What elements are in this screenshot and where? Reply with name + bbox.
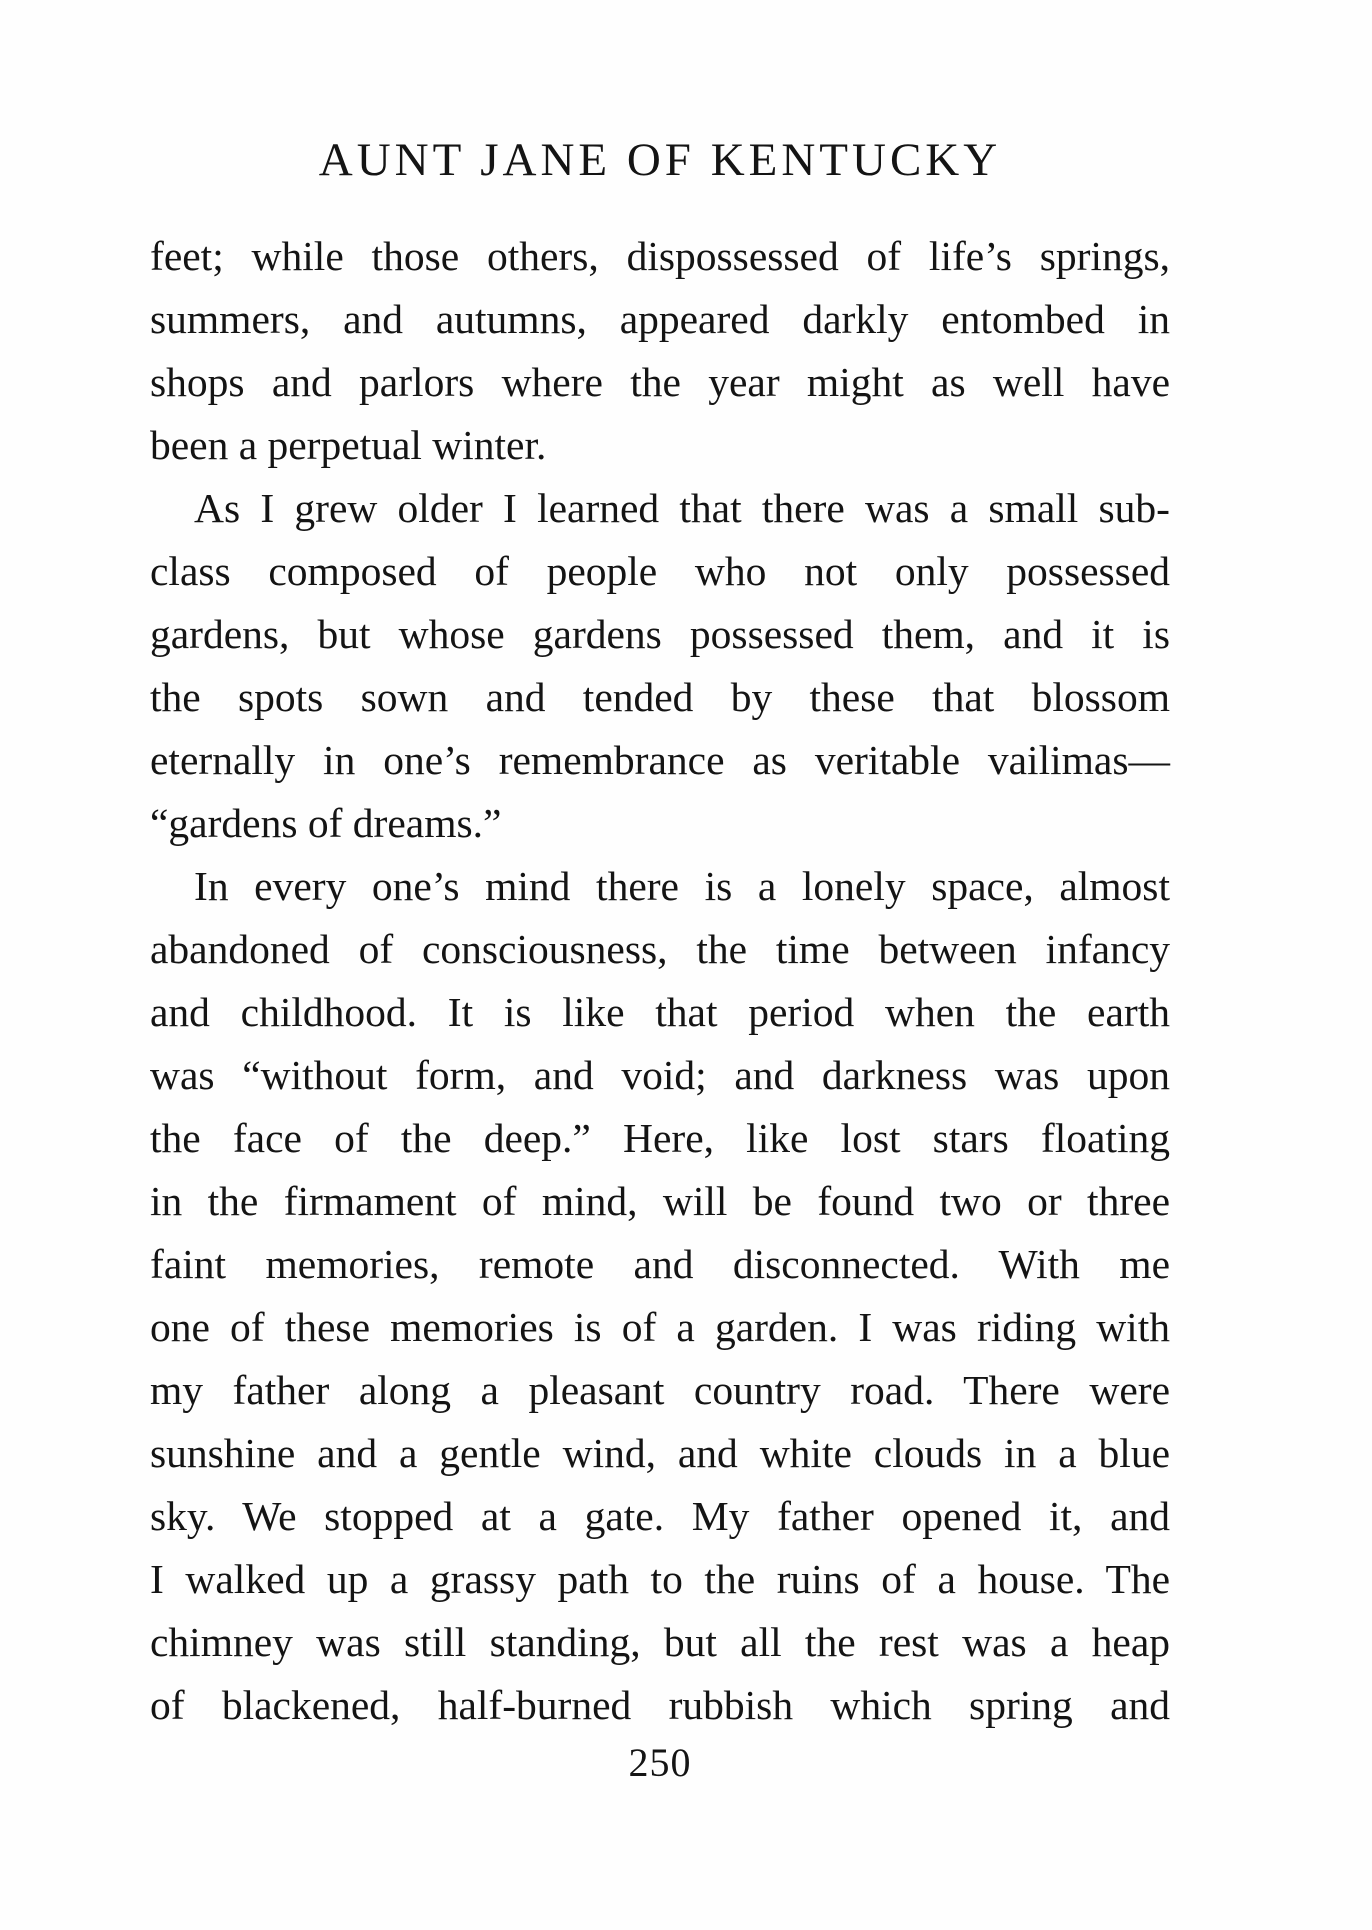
text-line: in the firmament of mind, will be found two or three: [150, 1178, 1170, 1224]
text-line: faint memories, remote and disconnected. With me: [150, 1241, 1170, 1287]
text-line: been a perpetual winter.: [150, 422, 547, 468]
text-line: the spots sown and tended by these that blossom: [150, 674, 1170, 720]
text-line: one of these memories is of a garden. I was riding with: [150, 1304, 1170, 1350]
text-line: feet; while those others, dispossessed of life’s springs,: [150, 233, 1170, 279]
text-line: of blackened, half-burned rubbish which spring and: [150, 1682, 1170, 1728]
running-header: AUNT JANE OF KENTUCKY: [318, 134, 1002, 186]
page-number: 250: [628, 1740, 692, 1785]
text-line: and childhood. It is like that period when the earth: [150, 989, 1170, 1035]
text-line: summers, and autumns, appeared darkly entombed in: [150, 296, 1170, 342]
text-line: class composed of people who not only possessed: [150, 548, 1170, 594]
text-line: sunshine and a gentle wind, and white clouds in a blue: [150, 1430, 1170, 1476]
paragraph-first-line: As I grew older I learned that there was a small sub-: [194, 485, 1170, 531]
text-line: “gardens of dreams.”: [150, 800, 502, 846]
text-line: sky. We stopped at a gate. My father opened it, and: [150, 1493, 1170, 1539]
text-line: shops and parlors where the year might as well have: [150, 359, 1170, 405]
text-line: gardens, but whose gardens possessed them, and it is: [150, 611, 1170, 657]
text-line: my father along a pleasant country road. There were: [150, 1367, 1170, 1413]
text-line: chimney was still standing, but all the rest was a heap: [150, 1619, 1170, 1665]
body-text: [150, 225, 1170, 1737]
text-line: eternally in one’s remembrance as veritable vailimas—: [150, 737, 1170, 783]
paragraph-first-line: In every one’s mind there is a lonely space, almost: [194, 863, 1170, 909]
text-line: the face of the deep.” Here, like lost stars floating: [150, 1115, 1170, 1161]
text-line: was “without form, and void; and darkness was upon: [150, 1052, 1170, 1098]
text-line: I walked up a grassy path to the ruins of a house. The: [150, 1556, 1170, 1602]
text-line: abandoned of consciousness, the time between infancy: [150, 926, 1170, 972]
